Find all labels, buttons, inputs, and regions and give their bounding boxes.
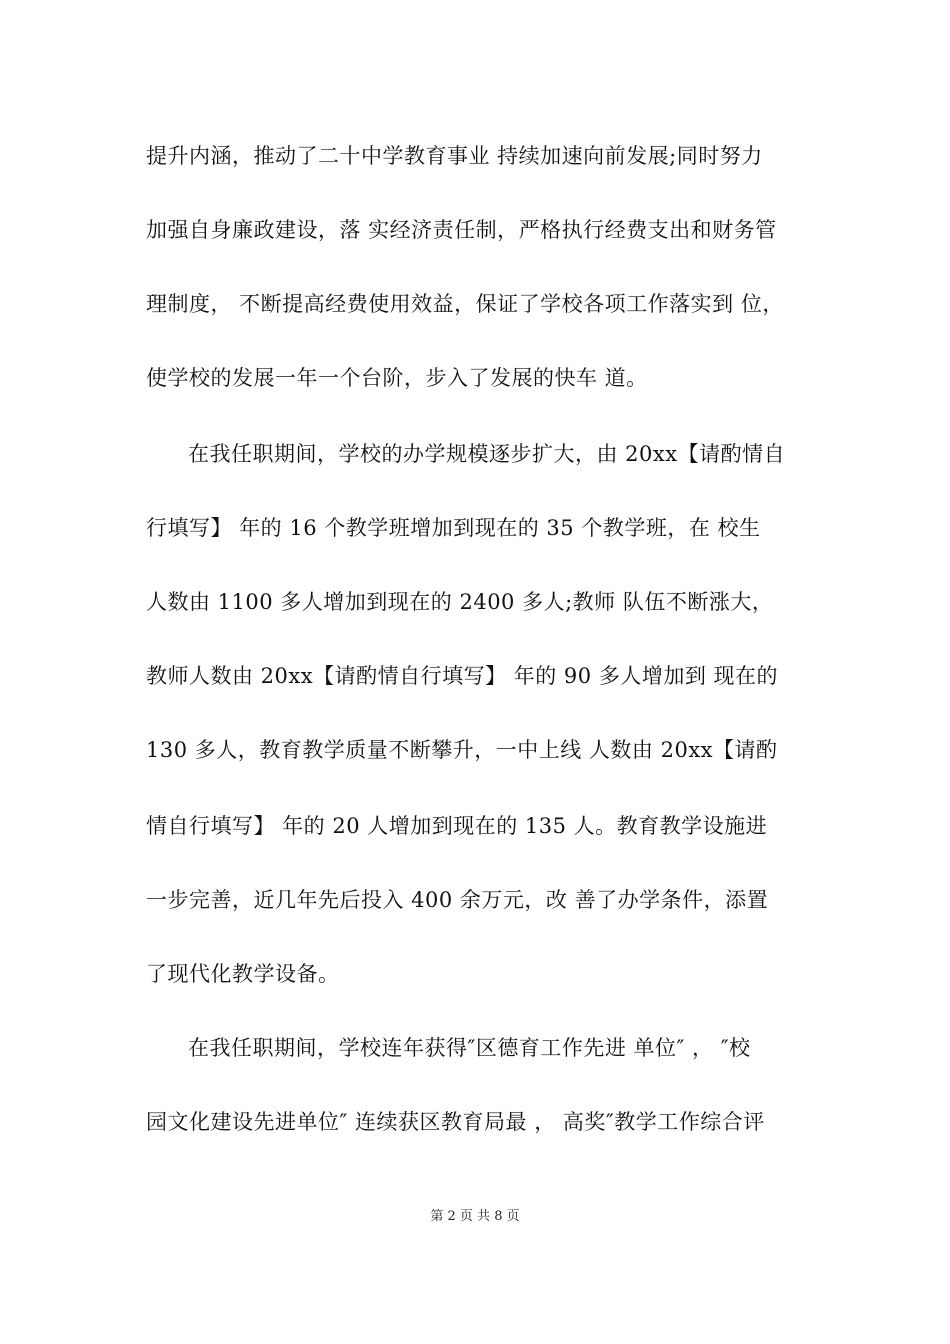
paragraph-2-line-8: 了现代化教学设备。 bbox=[146, 962, 340, 986]
paragraph-2-line-2: 行填写】 年的 16 个教学班增加到现在的 35 个教学班，在 校生 bbox=[146, 516, 761, 540]
paragraph-2-line-7: 一步完善，近几年先后投入 400 余万元，改 善了办学条件，添置 bbox=[146, 888, 769, 912]
body-line-1: 提升内涵，推动了二十中学教育事业 持续加速向前发展;同时努力 bbox=[146, 144, 763, 168]
paragraph-2-line-5: 130 多人，教育教学质量不断攀升，一中上线 人数由 20xx【请酌 bbox=[146, 738, 778, 762]
body-line-2: 加强自身廉政建设，落 实经济责任制，严格执行经费支出和财务管 bbox=[146, 218, 777, 242]
page-footer: 第 2 页 共 8 页 bbox=[430, 1209, 520, 1224]
paragraph-3-line-1: 在我任职期间，学校连年获得″区德育工作先进 单位″ ， ″校 bbox=[188, 1036, 751, 1060]
paragraph-2-line-3: 人数由 1100 多人增加到现在的 2400 多人;教师 队伍不断涨大， bbox=[146, 590, 774, 614]
body-line-3: 理制度， 不断提高经费使用效益，保证了学校各项工作落实到 位， bbox=[146, 292, 784, 316]
paragraph-2-line-1: 在我任职期间，学校的办学规模逐步扩大，由 20xx【请酌情自 bbox=[188, 442, 786, 466]
paragraph-3-line-2: 园文化建设先进单位″ 连续获区教育局最 ， 高奖″教学工作综合评 bbox=[146, 1110, 765, 1134]
paragraph-2-line-6: 情自行填写】 年的 20 人增加到现在的 135 人。教育教学设施进 bbox=[146, 814, 768, 838]
paragraph-2-line-4: 教师人数由 20xx【请酌情自行填写】 年的 90 多人增加到 现在的 bbox=[146, 664, 779, 688]
body-line-4: 使学校的发展一年一个台阶，步入了发展的快车 道。 bbox=[146, 366, 648, 390]
